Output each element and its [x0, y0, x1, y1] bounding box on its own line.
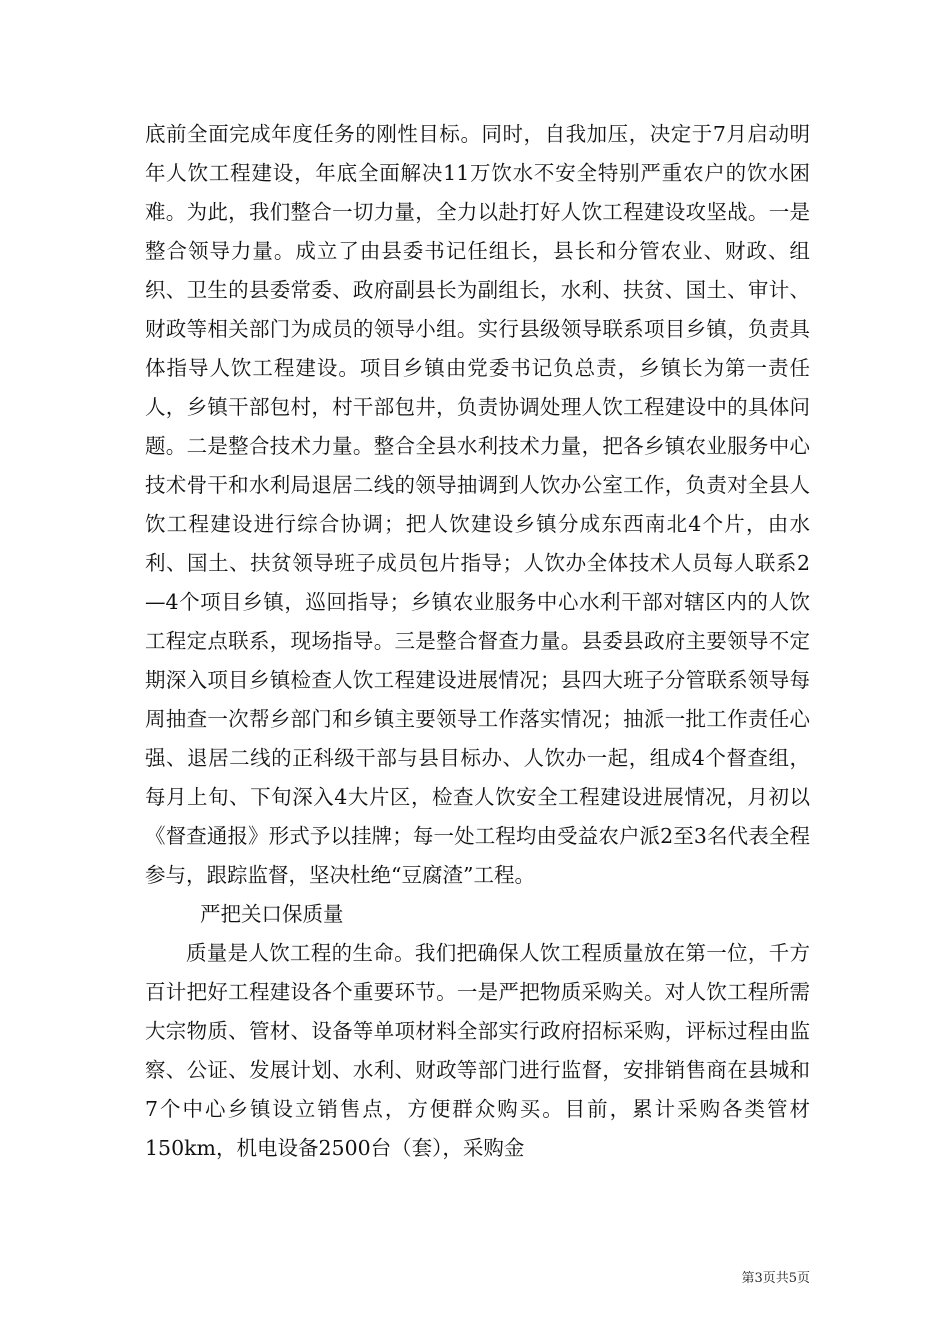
body-paragraph: 质量是人饮工程的生命。我们把确保人饮工程质量放在第一位，千方百计把好工程建设各个重要环节。一是严把物质采购关。对人饮工程所需大宗物质、管材、设备等单项材料全部实行政府招标采购，评标过程由监察、公证、发展计划、水利、财政等部门进行监督，安排销售商在县城和7个中心乡镇设立销售点，方便群众购买。目前，累计采购各类管材150km，机电设备2500台（套），采购金 — [145, 941, 810, 1160]
page-number-footer: 第3页共5页 — [741, 1271, 810, 1286]
body-paragraph-continued: 底前全面完成年度任务的刚性目标。同时，自我加压，决定于7月启动明年人饮工程建设，年底全面解决11万饮水不安全特别严重农户的饮水困难。为此，我们整合一切力量，全力以赴打好人饮工程建设攻坚战。一是整合领导力量。成立了由县委书记任组长，县长和分管农业、财政、组织、卫生的县委常委、政府副县长为副组长，水利、扶贫、国土、审计、财政等相关部门为成员的领导小组。实行县级领导联系项目乡镇，负责具体指导人饮工程建设。项目乡镇由党委书记负总责，乡镇长为第一责任人，乡镇干部包村，村干部包井，负责协调处理人饮工程建设中的具体问题。二是整合技术力量。整合全县水利技术力量，把各乡镇农业服务中心技术骨干和水利局退居二线的领导抽调到人饮办公室工作，负责对全县人饮工程建设进行综合协调；把人饮建设乡镇分成东西南北4个片，由水利、国土、扶贫领导班子成员包片指导；人饮办全体技术人员每人联系2—4个项目乡镇，巡回指导；乡镇农业服务中心水利干部对辖区内的人饮工程定点联系，现场指导。三是整合督查力量。县委县政府主要领导不定期深入项目乡镇检查人饮工程建设进展情况；县四大班子分管联系领导每周抽查一次帮乡部门和乡镇主要领导工作落实情况；抽派一批工作责任心强、退居二线的正科级干部与县目标办、人饮办一起，组成4个督查组，每月上旬、下旬深入4大片区，检查人饮安全工程建设进展情况，月初以《督查通报》形式予以挂牌；每一处工程均由受益农户派2至3名代表全程参与，跟踪监督，坚决杜绝“豆腐渣”工程。 — [145, 122, 810, 887]
section-heading: 严把关口保质量 — [200, 902, 344, 926]
document-body — [145, 115, 810, 1168]
